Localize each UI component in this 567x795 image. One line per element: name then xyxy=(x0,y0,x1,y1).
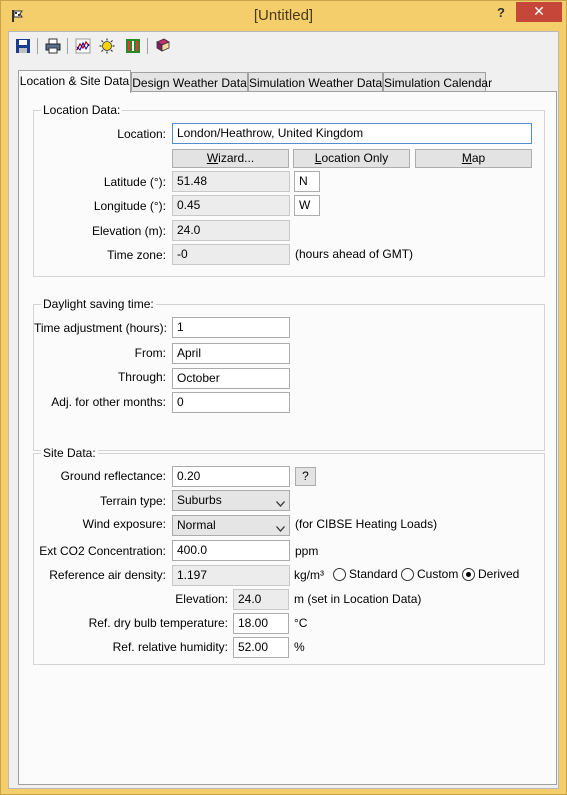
longitude-field: 0.45 xyxy=(172,195,290,216)
tab-location-site-data[interactable]: Location & Site Data xyxy=(18,70,131,93)
close-button[interactable]: ✕ xyxy=(516,2,562,22)
radio-standard-label: Standard xyxy=(349,567,398,581)
timezone-field: -0 xyxy=(172,244,290,265)
site-elevation-field: 24.0 xyxy=(233,589,289,610)
map-button[interactable] xyxy=(415,149,532,168)
co2-unit: ppm xyxy=(295,544,319,558)
wizard-button-label: izard... xyxy=(218,151,255,165)
dry-bulb-label: Ref. dry bulb temperature: xyxy=(88,616,228,630)
terrain-type-label: Terrain type: xyxy=(99,494,166,508)
location-data-group xyxy=(33,103,545,277)
site-data-group xyxy=(33,446,545,665)
weather-sun-icon[interactable] xyxy=(97,36,117,56)
latitude-field: 51.48 xyxy=(172,171,290,192)
ground-reflectance-help-button[interactable]: ? xyxy=(295,467,316,486)
radio-derived[interactable] xyxy=(462,567,519,581)
air-density-label: Reference air density: xyxy=(49,568,166,582)
toolbar-separator xyxy=(37,38,38,54)
print-icon[interactable] xyxy=(43,36,63,56)
radio-custom[interactable] xyxy=(401,567,458,581)
elevation-label: Elevation (m): xyxy=(91,224,166,238)
location-input[interactable]: London/Heathrow, United Kingdom xyxy=(172,123,532,144)
radio-standard-circle xyxy=(333,568,346,581)
radio-derived-circle xyxy=(462,568,475,581)
adj-other-months-input[interactable]: 0 xyxy=(172,392,290,413)
save-icon[interactable] xyxy=(13,36,33,56)
site-elevation-note: m (set in Location Data) xyxy=(294,592,422,606)
co2-concentration-label: Ext CO2 Concentration: xyxy=(39,544,166,558)
relative-humidity-label: Ref. relative humidity: xyxy=(112,640,228,654)
toolbar-separator xyxy=(147,38,148,54)
wind-exposure-select[interactable] xyxy=(172,515,290,536)
wind-exposure-value: Normal xyxy=(177,518,216,532)
timezone-label: Time zone: xyxy=(107,248,166,262)
longitude-label: Longitude (°): xyxy=(93,199,166,213)
map-button-mnemonic: M xyxy=(461,151,472,165)
help-button[interactable]: ? xyxy=(497,5,505,20)
radio-standard[interactable] xyxy=(333,567,398,581)
toolbar-separator xyxy=(67,38,68,54)
title-bar[interactable] xyxy=(1,1,566,31)
chevron-down-icon xyxy=(276,521,285,527)
time-adjustment-label: Time adjustment (hours): xyxy=(34,321,167,335)
dry-bulb-input[interactable]: 18.00 xyxy=(233,613,289,634)
radio-custom-circle xyxy=(401,568,414,581)
location-only-button-label: ocation Only xyxy=(321,151,389,165)
chart-icon[interactable] xyxy=(73,36,93,56)
chevron-down-icon xyxy=(276,496,285,502)
time-adjustment-input[interactable]: 1 xyxy=(172,317,290,338)
map-button-label: ap xyxy=(471,151,486,165)
longitude-direction-field[interactable]: W xyxy=(294,195,320,216)
radio-derived-label: Derived xyxy=(478,567,520,581)
relative-humidity-input[interactable]: 52.00 xyxy=(233,637,289,658)
wizard-button[interactable] xyxy=(172,149,289,168)
location-label: Location: xyxy=(117,127,166,141)
adj-other-months-label: Adj. for other months: xyxy=(51,395,166,409)
dry-bulb-unit: °C xyxy=(294,616,308,630)
ground-reflectance-input[interactable]: 0.20 xyxy=(172,466,290,487)
terrain-type-select[interactable] xyxy=(172,490,290,511)
site-elevation-label: Elevation: xyxy=(175,592,228,606)
group-title: Daylight saving time: xyxy=(43,297,154,311)
from-input[interactable]: April xyxy=(172,343,290,364)
tab-panel xyxy=(18,91,557,785)
tab-simulation-weather-data[interactable]: Simulation Weather Data xyxy=(248,72,383,92)
timezone-note: (hours ahead of GMT) xyxy=(295,247,414,261)
through-label: Through: xyxy=(117,370,166,384)
air-density-field: 1.197 xyxy=(172,565,290,586)
tab-simulation-calendar[interactable]: Simulation Calendar xyxy=(383,72,486,92)
wind-exposure-label: Wind exposure: xyxy=(82,517,166,531)
from-label: From: xyxy=(134,346,166,360)
co2-concentration-input[interactable]: 400.0 xyxy=(172,540,290,561)
elevation-field: 24.0 xyxy=(172,220,290,241)
latitude-direction-field[interactable]: N xyxy=(294,171,320,192)
through-input[interactable]: October xyxy=(172,368,290,389)
ground-reflectance-label: Ground reflectance: xyxy=(60,469,166,483)
wind-exposure-note: (for CIBSE Heating Loads) xyxy=(295,517,438,531)
wizard-button-mnemonic: W xyxy=(206,151,219,165)
latitude-label: Latitude (°): xyxy=(103,175,166,189)
group-title: Site Data: xyxy=(43,446,96,460)
daylight-saving-group xyxy=(33,297,545,451)
client-area xyxy=(8,31,559,789)
calendar-icon[interactable] xyxy=(123,36,143,56)
air-density-unit: kg/m³ xyxy=(294,568,324,582)
radio-custom-label: Custom xyxy=(417,567,459,581)
tab-design-weather-data[interactable]: Design Weather Data xyxy=(131,72,248,92)
relative-humidity-unit: % xyxy=(294,640,305,654)
location-only-button-mnemonic: L xyxy=(314,151,322,165)
window-title: [Untitled] xyxy=(253,7,314,24)
terrain-type-value: Suburbs xyxy=(177,493,222,507)
group-title: Location Data: xyxy=(43,103,121,117)
book-icon[interactable] xyxy=(153,36,173,56)
location-only-button[interactable] xyxy=(293,149,410,168)
